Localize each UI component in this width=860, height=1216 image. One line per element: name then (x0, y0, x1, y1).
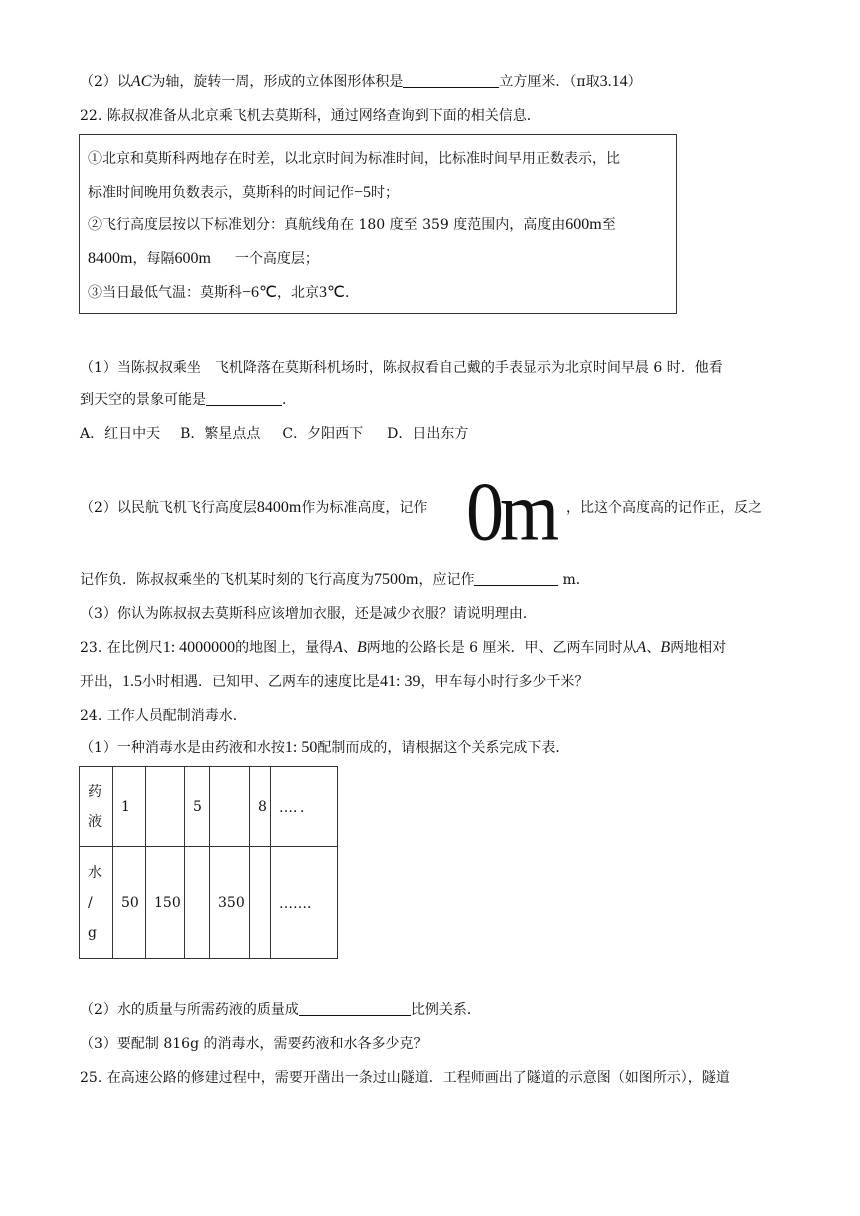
q23-point-b2: B (660, 639, 671, 656)
q23-text-h: ，甲车每小时行多少千米？ (420, 674, 589, 690)
q25-line1: 25. 在高速公路的修建过程中，需要开凿出一条过山隧道．工程师画出了隧道的示意图（如图所示），隧道 (80, 1070, 730, 1086)
label-char: g (88, 924, 97, 941)
q24-part1-text-b: 配制而成的，请根据这个关系完成下表． (317, 740, 570, 756)
q23-text-d: 两地的公路长是 6 厘米．甲、乙两车同时从 (366, 640, 637, 656)
q24-intro: 24. 工作人员配制消毒水． (80, 708, 247, 724)
q22-beijing-temp: 3℃ (319, 284, 345, 301)
label-char: 药 (88, 783, 102, 800)
q22-part1-blank[interactable] (206, 391, 282, 406)
q21-part2-text-c: 立方厘米．（π取 (499, 74, 600, 90)
q24-part2-text-b: 比例关系． (410, 1002, 481, 1018)
q24-part3: （3）要配制 816g 的消毒水，需要药液和水各多少克？ (80, 1036, 428, 1052)
q22-info-line4 (88, 249, 319, 269)
q23-text-f: 开出， (80, 674, 122, 690)
table-cell: 150 (146, 847, 185, 959)
q22-part2-line1 (80, 498, 427, 518)
q23-scale: 1: 4000000 (162, 639, 236, 656)
q22-zero-meter-large: 0m (466, 465, 556, 559)
q22-option-b[interactable]: B．繁星点点 (180, 426, 261, 442)
q22-info-line2-end: 时； (371, 185, 400, 201)
q22-option-d[interactable]: D．日出东方 (387, 426, 469, 442)
table-cell-blank[interactable] (250, 847, 271, 959)
q22-info-line2 (88, 183, 399, 203)
q21-axis-var: AC (130, 73, 152, 90)
q23-speed-ratio: 41: 39 (380, 673, 421, 690)
q22-part2-text-b: 作为标准高度，记作 (301, 500, 428, 516)
q21-answer-blank[interactable] (403, 73, 499, 88)
q22-part2-blank[interactable] (474, 571, 558, 586)
q22-part1-line1: （1）当陈叔叔乘坐 飞机降落在莫斯科机场时，陈叔叔看自己戴的手表显示为北京时间早晨 6 时．他看 (80, 360, 723, 376)
table-cell-ellipsis: ……． (271, 847, 338, 959)
q22-moscow-offset: −5 (354, 184, 372, 201)
table-row-water (80, 847, 338, 959)
q22-info-line2-text: 标准时间晚用负数表示，莫斯科的时间记作 (88, 185, 354, 201)
q21-part2-text-b: 为轴，旋转一周，形成的立体图形体积是 (151, 74, 404, 90)
table-cell-ellipsis: …．． (271, 767, 338, 847)
q22-part2-unit: m． (562, 572, 590, 588)
q22-part2-text-d: 记作负．陈叔叔乘坐的飞机某时刻的飞行高度为 (80, 572, 374, 588)
q22-info-line4-text: ，每隔 (132, 251, 175, 267)
q22-option-c[interactable]: C．夕阳西下 (282, 426, 364, 442)
q22-info-box (79, 134, 677, 314)
table-row-label-medicine (80, 767, 113, 847)
q22-part2-text-a: （2）以民航飞机飞行高度层 (80, 500, 257, 516)
q24-part2 (80, 1000, 481, 1020)
q22-info-line1: ①北京和莫斯科两地存在时差，以北京时间为标准时间，比标准时间早用正数表示，比 (88, 151, 620, 167)
q22-current-altitude: 7500m (374, 571, 419, 588)
q21-pi-value: 3.14 (599, 73, 628, 90)
q22-max-altitude: 8400m (88, 250, 133, 267)
table-row-label-water (80, 847, 113, 959)
q22-part1-end: ． (282, 392, 296, 408)
q22-intro: 22. 陈叔叔准备从北京乘飞机去莫斯科，通过网络查询到下面的相关信息． (80, 108, 541, 124)
q22-part3: （3）你认为陈叔叔去莫斯科应该增加衣服，还是减少衣服？请说明理由． (80, 606, 537, 622)
table-cell-blank[interactable] (210, 767, 250, 847)
table-cell: 8 (250, 767, 271, 847)
q24-part2-blank[interactable] (299, 1001, 411, 1016)
label-char: 水 (88, 864, 102, 881)
q22-min-altitude: 600m (565, 216, 602, 233)
table-cell-blank[interactable] (146, 767, 185, 847)
q22-part2-line1-end: ，比这个高度高的记作正，反之 (566, 500, 762, 516)
q22-moscow-temp: −6℃ (242, 284, 277, 301)
q22-info-line3-end: 至 (601, 217, 616, 233)
q21-part2-text-d: ） (627, 74, 642, 90)
q23-line2 (80, 672, 588, 692)
q23-hours: 1.5 (122, 673, 142, 690)
q23-sep: 、 (342, 640, 357, 656)
q22-options (80, 424, 468, 444)
q24-part2-text-a: （2）水的质量与所需药液的质量成 (80, 1002, 299, 1018)
q22-part2-text-e: ，应记作 (418, 572, 475, 588)
q21-part2-text-a: （2）以 (80, 74, 131, 90)
q22-info-line5 (88, 283, 359, 303)
q22-info-line4-end: 一个高度层； (234, 251, 319, 267)
q23-text-a: 23. 在比例尺 (80, 640, 163, 656)
table-cell: 350 (210, 847, 250, 959)
table-cell: 1 (113, 767, 146, 847)
table-row-medicine (80, 767, 338, 847)
q22-altitude-step: 600m (174, 250, 211, 267)
q24-part1-text-a: （1）一种消毒水是由药液和水按 (80, 740, 285, 756)
q22-part1-line2 (80, 390, 296, 410)
q22-standard-altitude: 8400m (256, 499, 302, 516)
q23-text-b: 的地图上，量得 (235, 640, 334, 656)
q23-point-a: A (333, 639, 343, 656)
q22-part2-line2 (80, 570, 590, 590)
q23-point-a2: A (636, 639, 647, 656)
q22-option-a[interactable]: A．红日中天 (80, 426, 161, 442)
q22-info-line5-text: ③当日最低气温：莫斯科 (88, 285, 242, 301)
q22-info-line5-end: ． (344, 285, 359, 301)
q23-text-g: 小时相遇．已知甲、乙两车的速度比是 (142, 674, 380, 690)
q22-info-line3-text: ②飞行高度层按以下标准划分：真航线角在 180 度至 359 度范围内，高度由 (88, 217, 566, 233)
q22-info-line5-mid: ，北京 (277, 285, 319, 301)
q24-mix-table (79, 766, 338, 959)
q22-part1-text: 到天空的景象可能是 (80, 392, 206, 408)
q24-mix-ratio: 1: 50 (284, 739, 318, 756)
q23-point-b: B (356, 639, 367, 656)
q23-sep2: 、 (646, 640, 661, 656)
q21-part2 (80, 72, 642, 92)
q22-info-line3 (88, 215, 616, 235)
table-cell: 50 (113, 847, 146, 959)
label-char: / (88, 894, 93, 911)
label-char: 液 (88, 813, 102, 830)
q23-text-e: 两地相对 (670, 640, 727, 656)
q24-part1 (80, 738, 569, 758)
table-cell-blank[interactable] (185, 847, 210, 959)
q23-line1 (80, 638, 726, 658)
table-cell: 5 (185, 767, 210, 847)
